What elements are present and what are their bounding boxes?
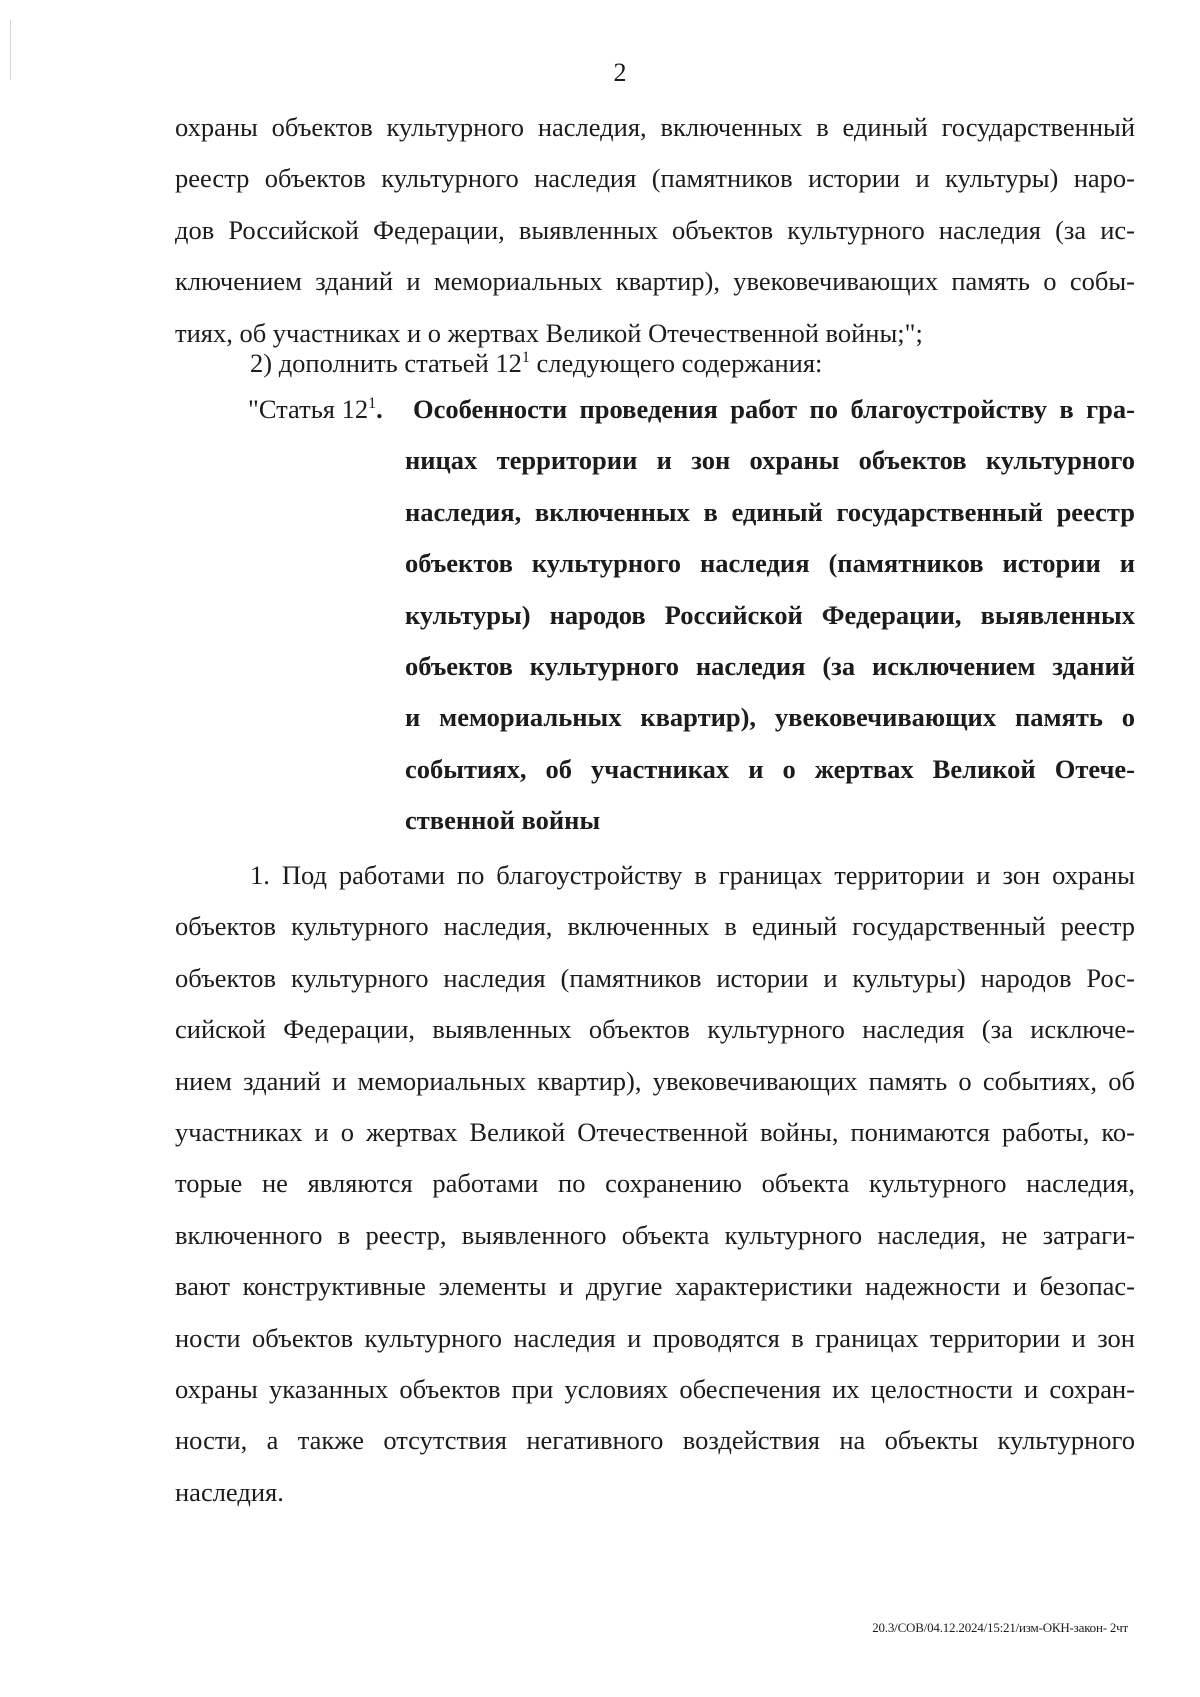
text-line: ницах территории и зон охраны объектов культурного: [405, 445, 1135, 476]
article-label: [248, 384, 383, 435]
item2-suffix: следующего содержания:: [529, 348, 823, 378]
text-line: реестр объектов культурного наследия (памятников истории и культуры) наро-: [175, 163, 1135, 194]
text-line: объектов культурного наследия (памятников истории и культуры) народов Рос-: [175, 962, 1135, 993]
text-line: сийской Федерации, выявленных объектов культурного наследия (за исключе-: [175, 1014, 1135, 1045]
item2-prefix: 2) дополнить статьей 12: [250, 348, 522, 378]
article-paragraph-1: [175, 850, 1135, 1518]
text-line: [175, 338, 1135, 389]
text-line: событиях, об участниках и о жертвах Великой Отече-: [405, 753, 1135, 784]
text-line: ключением зданий и мемориальных квартир), увековечивающих память о собы-: [175, 266, 1135, 297]
text-line: дов Российской Федерации, выявленных объектов культурного наследия (за ис-: [175, 214, 1135, 245]
article-heading: [0, 384, 1200, 836]
document-footer-code: 20.3/СОВ/04.12.2024/15:21/изм-ОКН-закон- 2чт: [872, 1620, 1128, 1635]
text-line: тиях, об участниках и о жертвах Великой Отечественной войны;";: [175, 317, 923, 348]
text-line: участниках и о жертвах Великой Отечественной войны, понимаются работы, ко-: [175, 1116, 1135, 1147]
item2-superscript: 1: [521, 349, 530, 366]
article-title: [405, 435, 1135, 846]
text-line: охраны объектов культурного наследия, включенных в единый государственный: [175, 112, 1135, 142]
article-label-dot: .: [376, 394, 383, 424]
page-number: 2: [613, 58, 627, 87]
intro-paragraph: [175, 102, 1135, 359]
text-line: и мемориальных квартир), увековечивающих память о: [405, 702, 1135, 733]
text-line: Особенности проведения работ по благоустройству в гра-: [413, 394, 1135, 424]
text-line: ности объектов культурного наследия и проводятся в границах территории и зон: [175, 1322, 1135, 1353]
article-label-prefix: "Статья 12: [248, 394, 369, 424]
text-line: 1. Под работами по благоустройству в границах территории и зон охраны: [250, 860, 1135, 890]
text-line: наследия.: [175, 1476, 284, 1507]
text-line: охраны указанных объектов при условиях обеспечения их целостности и сохран-: [175, 1373, 1135, 1404]
text-line: наследия, включенных в единый государственный реестр: [405, 496, 1135, 527]
text-line: ности, а также отсутствия негативного воздействия на объекты культурного: [175, 1425, 1135, 1456]
text-line: нием зданий и мемориальных квартир), увековечивающих память о событиях, об: [175, 1065, 1135, 1096]
article-title-first-line: [413, 384, 1135, 435]
text-line: ственной войны: [405, 805, 601, 836]
text-line: объектов культурного наследия, включенных в единый государственный реестр: [175, 911, 1135, 942]
text-line: культуры) народов Российской Федерации, выявленных: [405, 599, 1135, 630]
text-line: объектов культурного наследия (за исключением зданий: [405, 650, 1135, 681]
text-line: вают конструктивные элементы и другие характеристики надежности и безопас-: [175, 1271, 1135, 1302]
text-line: объектов культурного наследия (памятников истории и: [405, 548, 1135, 579]
amendment-item-2: [175, 338, 1135, 389]
text-line: торые не являются работами по сохранению объекта культурного наследия,: [175, 1168, 1135, 1199]
text-line: включенного в реестр, выявленного объекта культурного наследия, не затраги-: [175, 1219, 1135, 1250]
article-label-superscript: 1: [368, 395, 377, 412]
